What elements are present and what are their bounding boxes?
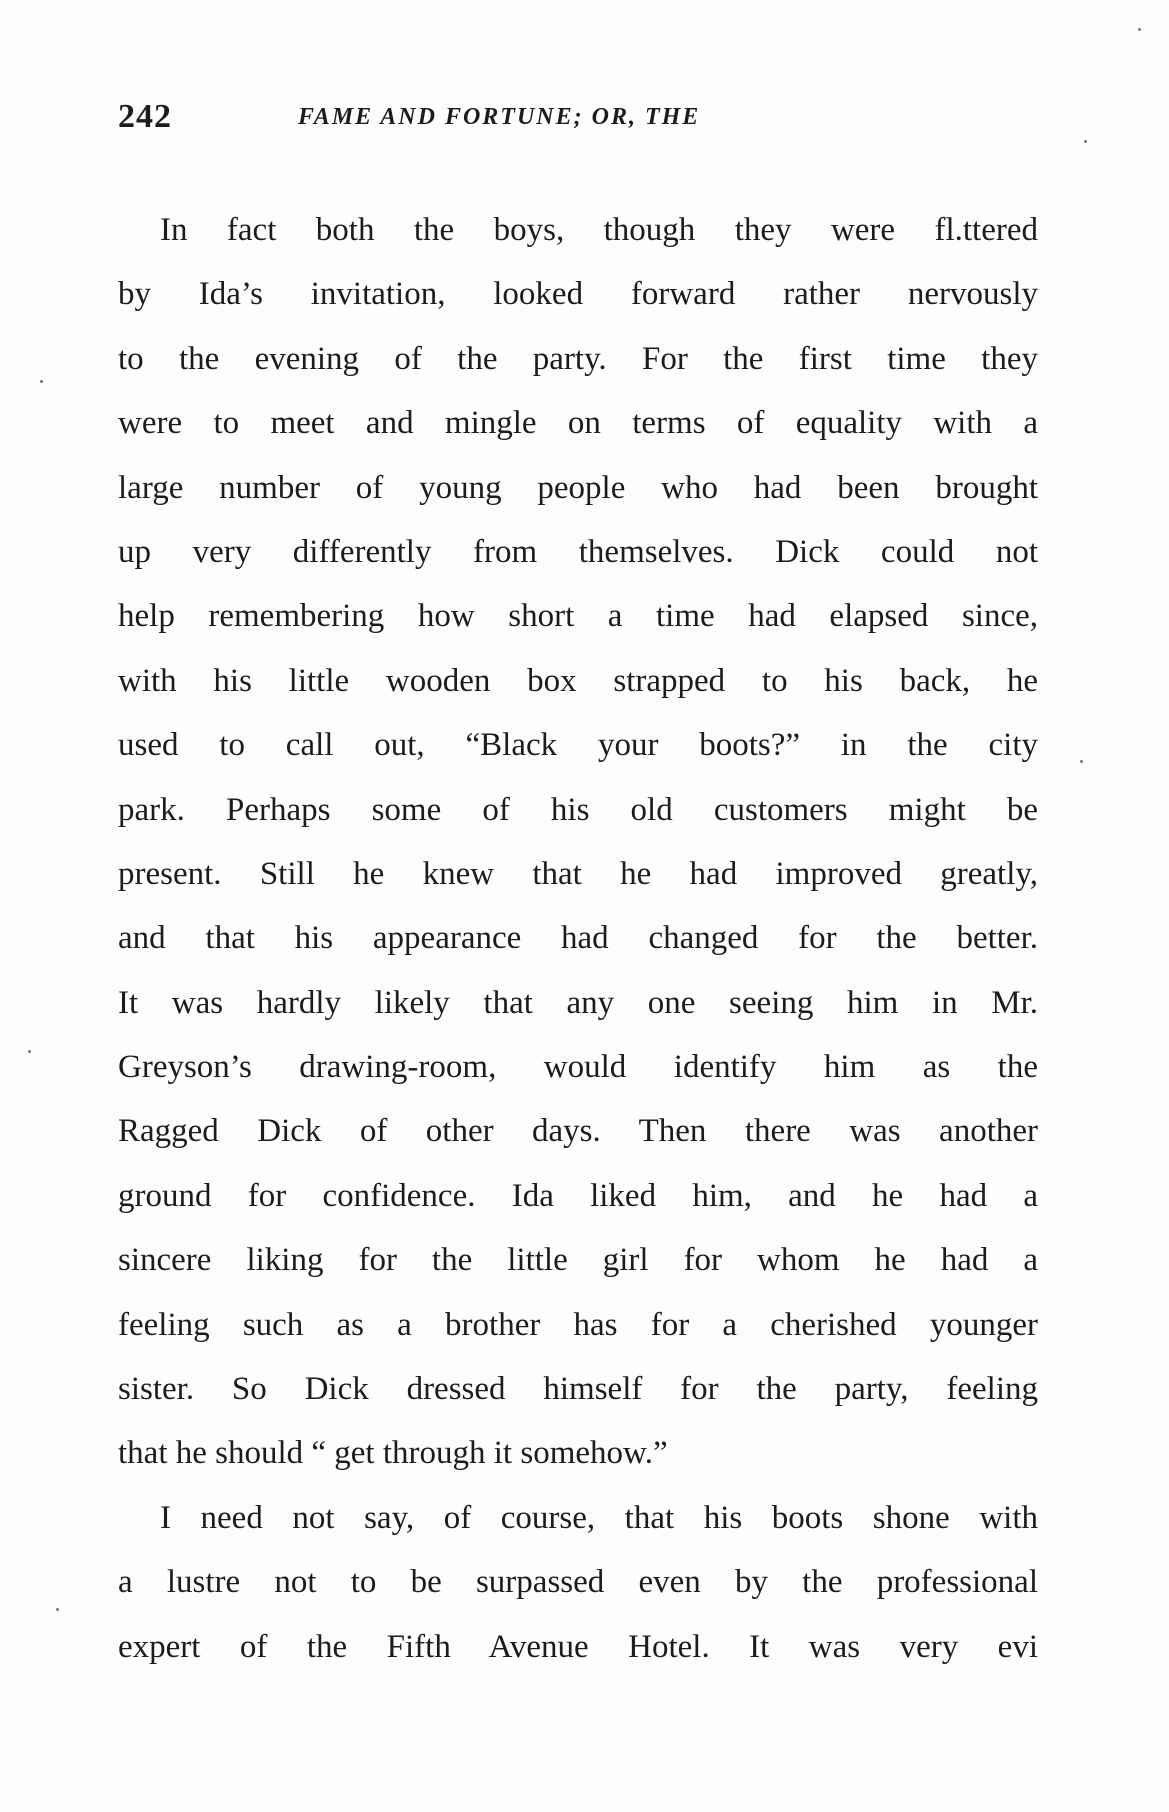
text-line: I need not say, of course, that his boots shone with <box>160 1499 1038 1536</box>
text-line: Greyson’s drawing-room, would identify him as the <box>118 1049 1038 1086</box>
text-line: It was hardly likely that any one seeing him in Mr. <box>118 984 1038 1021</box>
text-line: park. Perhaps some of his old customers might be <box>118 791 1038 828</box>
text-line: ground for confidence. Ida liked him, and he had a <box>118 1177 1038 1214</box>
text-line: large number of young people who had been brought <box>118 469 1038 506</box>
text-line: expert of the Fifth Avenue Hotel. It was very evi <box>118 1628 1038 1665</box>
page-header <box>118 98 1068 142</box>
paper-speck <box>1080 760 1083 763</box>
text-line: present. Still he knew that he had improved greatly, <box>118 855 1038 892</box>
text-line: sister. So Dick dressed himself for the party, feeling <box>118 1371 1038 1408</box>
text-line: by Ida’s invitation, looked forward rather nervously <box>118 276 1038 313</box>
text-line: were to meet and mingle on terms of equality with a <box>118 405 1038 442</box>
page-number: 242 <box>118 98 172 135</box>
text-line: a lustre not to be surpassed even by the professional <box>118 1564 1038 1601</box>
text-line: In fact both the boys, though they were fl.ttered <box>160 212 1038 248</box>
paper-speck <box>1138 28 1141 31</box>
paper-speck <box>40 380 43 383</box>
body-text <box>118 198 1038 1679</box>
paper-speck <box>1084 140 1087 143</box>
paragraph-2 <box>118 1486 1038 1679</box>
text-line: to the evening of the party. For the first time they <box>118 340 1038 377</box>
running-head: FAME AND FORTUNE; OR, THE <box>298 104 701 130</box>
paper-speck <box>28 1050 31 1053</box>
text-line: with his little wooden box strapped to his back, he <box>118 662 1038 699</box>
text-line: sincere liking for the little girl for whom he had a <box>118 1242 1038 1279</box>
text-line: Ragged Dick of other days. Then there was another <box>118 1113 1038 1150</box>
paragraph-1 <box>118 198 1038 1486</box>
text-line: feeling such as a brother has for a cherished younger <box>118 1306 1038 1343</box>
text-line: help remembering how short a time had elapsed since, <box>118 598 1038 635</box>
text-line: up very differently from themselves. Dick could not <box>118 533 1038 570</box>
text-line: used to call out, “Black your boots?” in the city <box>118 727 1038 764</box>
text-line: that he should “ get through it somehow.” <box>118 1435 668 1472</box>
text-line: and that his appearance had changed for the better. <box>118 920 1038 957</box>
paper-speck <box>56 1608 59 1611</box>
